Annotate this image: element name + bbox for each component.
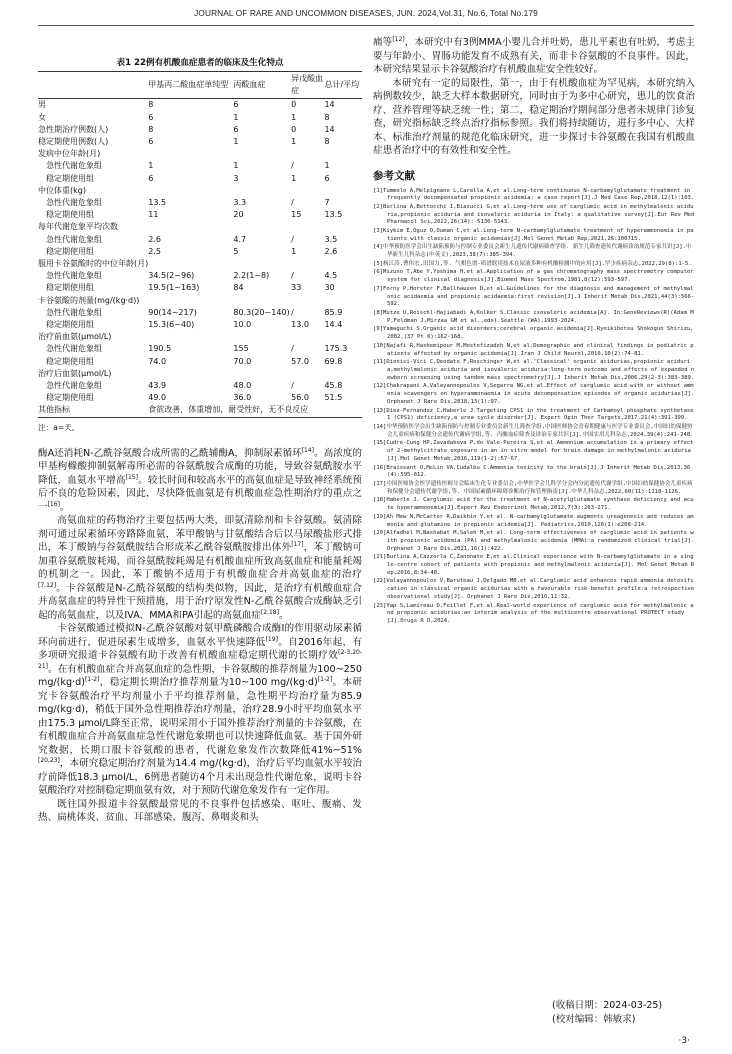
table-cell: 5 xyxy=(233,246,239,256)
table-cell: 8 xyxy=(324,137,330,147)
reference-item: [22]Valayannopoulos V,Baruteau J,Delgado MB,et al.Carglumic acid enhances rapid ammonia detoxification in classical organic acidurias with a favourable risk-benefit profile:a retrospective observational study[J]. Orphanet J Rare Dis,2016,11:32. xyxy=(373,578,695,601)
table-cell: 13.5 xyxy=(148,198,167,208)
reference-item: [8]Mutze U,Reischl-Hajiabadi A,Kolker S.Classic isovaleric acidemia[A]. In:GeneReviews(R)(Adam MP,Feldman J,Mirzaa GM et al.,eds).Seattle (WA),1993-2024. xyxy=(373,310,694,324)
table-cell: 33 xyxy=(291,283,302,293)
clinical-table xyxy=(38,71,362,418)
table-row xyxy=(38,282,362,294)
received-date: (收稿日期：2024-03-25) xyxy=(552,1000,663,1011)
table-row xyxy=(38,246,362,258)
reference-item: [12]Chakrapani A,Valayannopoulos V,Segarra NG,et al.Effect of carglumic acid with or without ammonia scavengers on hyperammonaemia in acute decompensation episodes of organic acidurias[J].Orphanet J Rare Dis,2018,13(1):97. xyxy=(373,383,695,405)
table-cell: 女 xyxy=(38,112,46,122)
citation: [1-2] xyxy=(84,676,100,683)
table-cell xyxy=(233,148,291,160)
table-cell: / xyxy=(291,381,294,391)
citation: [20,23] xyxy=(38,757,60,764)
reference-item: [3]Kiykim E,Oguz O,Duman C,et al.Long-term N-carbamylglutamate treatment of hyperammonemia in patients with classic organic acidemias[J].Mol Genet Metab Rep,2021,26:100715. xyxy=(373,228,694,242)
reference-item: [1]Tummolo A,Melpignano L,Carella A,et al.Long-term continuous N-carbamylglutamate treatment in frequently decompensated propionic acidemia: a case report[J].J Med Case Rep,2018,12(1):103. xyxy=(373,187,695,202)
table-cell: 15 xyxy=(291,210,302,220)
table-cell: 7 xyxy=(324,198,330,208)
table-cell xyxy=(233,368,291,380)
reference-item: [2]Burlina A,Bettocchi I,Biasucci G,et al.Long-term use of carglumic acid in methylmalonic aciduria,propionic aciduria and isovaleric aciduria in Italy: a qualitative survey[J].Eur Rev Med Pharmacol Sci,2022,26(14): 5136-5143. xyxy=(373,203,695,226)
table-title: 表1 22例有机酸血症患者的临床及生化特点 xyxy=(116,58,284,68)
reference-item: [15]Cudre-Cung HP,Zavadakova P,do Vale-Pereira S,et al.Ammonium accumulation is a primary effect of 2-methylcitrate exposure in an in vitro model for brain damage in methylmalonic aciduria[J].Mol Genet Metab,2016,119(1-2):57-67. xyxy=(373,440,694,462)
table-cell: 3 xyxy=(233,173,239,183)
table-cell: 男 xyxy=(38,100,46,110)
table-cell: 8 xyxy=(148,124,154,134)
table-cell: 85.9 xyxy=(324,307,343,317)
table-header-row xyxy=(38,72,362,99)
table-row xyxy=(38,380,362,392)
citation: [7,12] xyxy=(38,581,57,589)
table-row xyxy=(38,368,362,380)
table-cell: 2.2(1~8) xyxy=(233,271,270,281)
table-cell: 57.0 xyxy=(291,356,309,366)
table-cell: 48.0 xyxy=(233,381,252,391)
table-cell: 56.0 xyxy=(291,393,309,403)
table-body xyxy=(38,99,362,417)
table-cell: 49.0 xyxy=(148,393,167,403)
reference-item: [21]Burlina A,Cazzorla C,Zanonato E,et al.Clinical experience with N-carbamylglutamate in a single-centre cohort of patients with propionic and methylmalonic aciduria[J]. Mol Genet Metab Rep,2016,8:34-40. xyxy=(373,554,695,576)
references-title: 参考文献 xyxy=(373,169,415,182)
table-cell: 1 xyxy=(233,112,239,122)
table-row xyxy=(38,392,362,404)
table-row xyxy=(38,124,362,136)
table-cell xyxy=(233,295,291,307)
left-column xyxy=(38,56,362,825)
table-cell: / xyxy=(291,161,294,171)
table-cell: 190.5 xyxy=(148,344,172,354)
table-cell: 6 xyxy=(148,112,154,122)
table-cell: 治疗前血氨(μmol/L) xyxy=(38,332,112,342)
table-cell: 3.5 xyxy=(324,234,338,244)
table-cell: 6 xyxy=(233,100,239,110)
table-cell: 1 xyxy=(233,137,239,147)
citation: [15] xyxy=(125,473,138,481)
table-cell: 1 xyxy=(291,137,297,147)
table-cell: 15.3(6~40) xyxy=(148,320,195,330)
paragraph: 既往国外报道卡谷氨酸最常见的不良事件包括感染、呕吐、腹痛、发热、扁桃体炎、贫血、耳部感染、腹泻、鼻咽炎和头 xyxy=(38,798,362,824)
table-cell xyxy=(324,258,362,270)
table-cell xyxy=(148,148,233,160)
table-cell: 70.0 xyxy=(233,356,252,366)
table-cell: / xyxy=(291,271,294,281)
table-row xyxy=(38,319,362,331)
table-cell: 14 xyxy=(324,124,335,134)
table-cell: 稳定期使用组 xyxy=(46,320,94,330)
table-header-cell: 甲基丙二酸血症单纯型 xyxy=(148,72,233,99)
table-cell: 急性代谢危象组 xyxy=(46,271,102,281)
table-cell: 6 xyxy=(148,173,154,183)
table-cell: 34.5(2~96) xyxy=(148,271,195,281)
table-cell: 10.0 xyxy=(233,320,252,330)
table-row xyxy=(38,404,362,417)
table-cell: 30 xyxy=(324,283,335,293)
table-cell xyxy=(324,185,362,197)
table-cell xyxy=(291,148,324,160)
table-cell: 74.0 xyxy=(148,356,167,366)
table-cell: 69.8 xyxy=(324,356,343,366)
table-cell: 稳定期使用组 xyxy=(46,210,94,220)
table-header-cell: 总计/平均 xyxy=(324,72,362,99)
table-cell: 其他指标 xyxy=(38,404,148,417)
table-cell: 卡谷氨酸的剂量(mg/(kg·d)) xyxy=(38,295,140,305)
table-cell xyxy=(233,221,291,233)
table-cell xyxy=(291,295,324,307)
table-cell: 155 xyxy=(233,344,249,354)
table-cell: 80.3(20~140) xyxy=(233,307,290,317)
table-cell: 急性代谢危象组 xyxy=(46,381,102,391)
table-row xyxy=(38,295,362,307)
reference-item: [19]Ah Mew N,McCarter R,Daikhin Y,et al. N-carbamylglutamate augments ureagenesis and reduces ammonia and glutamine in propionic acidemia[J]. Pediatrics,2010,126(1):e208-214. xyxy=(373,513,694,528)
table-cell xyxy=(324,368,362,380)
table-header-cell: 异戊酸血症 xyxy=(291,72,324,99)
table-row xyxy=(38,136,362,148)
proofreader: (校对编辑：韩敏求) xyxy=(552,1014,636,1025)
table-cell xyxy=(324,331,362,343)
reference-item: [14]中华预防医学会出生缺陷预防与控制专业委员会新生儿筛查学组,中国医师协会青春期健康与医学专业委员会,中国妇幼保健协会儿童疾病和保健分会遗传代谢病学组,等. 丙酸血症筛查及诊治专家共识[J].中国实用儿科杂志,2024,39(4):241-248. xyxy=(373,423,694,438)
table-cell: / xyxy=(291,234,294,244)
table-cell: 2.6 xyxy=(148,234,161,244)
table-row xyxy=(38,221,362,233)
table-cell: 服用卡谷氨酸时的中位年龄(月) xyxy=(38,259,149,269)
table-cell xyxy=(291,221,324,233)
table-cell xyxy=(148,221,233,233)
table-cell: 19.5(1~163) xyxy=(148,283,200,293)
citation: [19] xyxy=(265,635,278,643)
table-row xyxy=(38,112,362,124)
table-cell: 稳定期使用例数(人) xyxy=(38,137,109,147)
table-cell: 急性代谢危象组 xyxy=(46,234,102,244)
table-row xyxy=(38,234,362,246)
citation: [2,18] xyxy=(260,608,279,616)
citation: [2-3,20-21] xyxy=(38,649,362,670)
table-cell xyxy=(148,331,233,343)
table-cell xyxy=(148,368,233,380)
table-cell xyxy=(233,258,291,270)
table-cell: 食欲改善，体重增加，耐受性好，无不良反应 xyxy=(148,404,362,417)
reference-item: [23]Yap S,Lamireau D,Feillet F,et al.Real-world experience of carglumic acid for methylmalonic and propionic acidurias:an interim analysis of the multicentre observational PROTECT study[J].Drugs R D,2024. xyxy=(373,602,694,625)
table-cell: 51.5 xyxy=(324,393,343,403)
reference-item: [7]Forny P,Horster F,Ballhausen D,et al.Guidelines for the diagnosis and management of methylmalonic acidaemia and propionic acidaemia:first revision[J].J Inherit Metab Dis,2021,44(3):566-592. xyxy=(373,285,695,308)
table-row xyxy=(38,173,362,185)
table-cell: 急性代谢危象组 xyxy=(46,198,102,208)
table-cell: / xyxy=(291,344,294,354)
table-row xyxy=(38,99,362,112)
table-cell: 14 xyxy=(324,100,335,110)
table-cell: 0 xyxy=(291,100,297,110)
table-row xyxy=(38,197,362,209)
table-cell: 175.3 xyxy=(324,344,348,354)
table-cell: 2.5 xyxy=(148,246,161,256)
table-cell: 急性代谢危象组 xyxy=(46,344,102,354)
table-row xyxy=(38,209,362,221)
table-row xyxy=(38,185,362,197)
reference-item: [16]Braissant O,McLin VA,Cudalbu C.Ammonia toxicity to the brain[J].J Inherit Metab Dis,2013,36(4):595-612. xyxy=(373,464,691,479)
table-cell: 11 xyxy=(148,210,159,220)
table-cell: 稳定期使用组 xyxy=(46,283,94,293)
reference-item: [18]Haberle J. Carglumic acid for the treatment of N-acetylglutamate synthase deficiency and acute hyperammonemia[J].Expert Rev Endocrinol Metab,2012,7(3):263-271. xyxy=(373,497,694,512)
right-column xyxy=(373,36,695,627)
table-cell xyxy=(148,185,233,197)
table-cell: 6 xyxy=(324,173,330,183)
reference-item: [11]Dionisi-Vici C,Deodato F,Roschinger W,et al.'Classical' organic acidurias,propionic aciduria,methylmalonic aciduria and isovaleric aciduria:long-term outcome and effects of expanded newborn screening using tandem mass spectrometry[J].J Inherit Metab Dis,2006,29(2-3):383-389. xyxy=(373,359,695,381)
table-cell: 84 xyxy=(233,283,244,293)
table-cell xyxy=(148,258,233,270)
table-cell: 稳定期使用组 xyxy=(46,246,94,256)
table-cell: 4.5 xyxy=(324,271,338,281)
reference-item: [5]杨江涛,曹伟宏,田国力,等. 气相色谱-质谱联用技术在尿液多种有机酸检测中的应用[J].罕少疾病杂志,2022,29(8):1-5. xyxy=(373,260,692,267)
citation: [12] xyxy=(392,35,405,43)
reference-item: [6]Mizuno T,Abe Y,Yoshima H,et al.Application of a gas chromatography mass spectrometry computer system for clinical diagnosis[J].Biomed Mass Spectrom,1981,8(12):593-597. xyxy=(373,269,694,284)
reference-item: [10]Najafi R,Hashemipour M,Mostofizadeh N,et al.Demographic and clinical findings in pediatric patients affected by organic acidemia[J].Iran J Child Neurol,2016,10(2):74-81. xyxy=(373,342,694,357)
table-row xyxy=(38,331,362,343)
table-row xyxy=(38,160,362,172)
table-cell: 急性代谢危象组 xyxy=(46,307,102,317)
table-cell: 3.3 xyxy=(233,198,247,208)
paragraph: 酶A还消耗N-乙酰谷氨酸合成所需的乙酰辅酶A，抑制尿素循环[14]。高浓度的甲基枸橼酸抑制氨解毒所必需的谷氨酰胺合成酶的功能，导致谷氨酰胺水平降低，血氨水平增高[15]。较长时间和较高水平的高氨血症是导致神经系统预后不良的危险因素，因此，尽快降低血氨是有机酸血症急性期治疗的重点之一[16]。 xyxy=(38,446,363,513)
journal-header: JOURNAL OF RARE AND UNCOMMON DISEASES, JUN. 2024,Vol.31, No.6, Total No.179 xyxy=(194,8,538,18)
table-cell: 稳定期使用组 xyxy=(46,356,94,366)
table-cell: 1 xyxy=(233,161,239,171)
table-row xyxy=(38,356,362,368)
table-cell: 36.0 xyxy=(233,393,252,403)
table-cell: 20 xyxy=(233,210,244,220)
reference-item: [13]Diez-Fernandez C,Haberle J.Targeting CPS1 in the treatment of Carbamoyl phosphate synthetase 1 (CPS1) deficiency,a urea cycle disorder[J]. Expert Opin Ther Targets,2017,21(4):391-399. xyxy=(373,407,694,422)
table-cell: 中位体重(kg) xyxy=(38,185,86,195)
header-rule xyxy=(38,25,694,26)
table-cell: 急性代谢危象组 xyxy=(46,161,102,171)
table-cell: 2.6 xyxy=(324,246,338,256)
table-cell: 发病中位年龄(月) xyxy=(38,149,101,159)
table-cell: 稳定期使用组 xyxy=(46,393,94,403)
table-header-cell: 丙酸血症 xyxy=(233,72,291,99)
footer-info xyxy=(552,999,662,1027)
table-cell: 1 xyxy=(148,161,154,171)
paragraph: 高氨血症的药物治疗主要包括两大类，即氨清除剂和卡谷氨酸。氨清除剂可通过尿素循环旁路降血氨，苯甲酸钠与甘氨酸结合后以马尿酸盐形式排出，苯丁酸钠与谷氨酰胺结合形成苯乙酰谷氨酰胺排出体外[17]，苯丁酸钠可加重谷氨酰胺耗竭，而谷氨酰胺耗竭是有机酸血症所致高氨血症和能量耗竭的机制之一。因此，苯丁酸钠不适用于有机酸血症合并高氨血症的治疗[7,12]。卡谷氨酸是N-乙酰谷氨酸的结构类似物，因此，是治疗有机酸血症合并高氨血症的特异性干预措施，用于治疗原发性N-乙酰谷氨酸合成酶缺乏引起的高氨血症，以及IVA、MMA和PA引起的高氨血症[2,18]。 xyxy=(38,515,363,621)
table-cell xyxy=(324,221,362,233)
table-header-cell xyxy=(38,72,148,99)
table-cell: 1 xyxy=(324,161,330,171)
reference-item: [4]中华预防医学会出生缺陷预防与控制专业委员会新生儿遗传代谢病筛查学组. 新生儿筛查遗传代谢病诊治规范专家共识[J].中华新生儿科杂志(中英文),2023,38(7):385-394. xyxy=(373,244,692,259)
table-cell: 0 xyxy=(291,124,297,134)
table-cell: 治疗后血氨(μmol/L) xyxy=(38,368,112,378)
left-body-text xyxy=(38,447,362,825)
table-cell: / xyxy=(291,198,294,208)
table-cell: 8 xyxy=(324,112,330,122)
table-row xyxy=(38,343,362,355)
table-note: 注：a=天。 xyxy=(38,422,80,432)
page-number: ·3· xyxy=(678,1036,690,1046)
right-body-text xyxy=(373,36,695,158)
table-cell xyxy=(233,185,291,197)
references-list xyxy=(373,188,695,627)
table-cell: 14.4 xyxy=(324,320,343,330)
table-cell: 1 xyxy=(291,173,297,183)
citation: [16] xyxy=(47,500,60,508)
table-cell xyxy=(291,258,324,270)
table-cell: 13.0 xyxy=(291,320,309,330)
table-cell: 6 xyxy=(233,124,239,134)
table-cell: 13.5 xyxy=(324,210,343,220)
citation: [14] xyxy=(301,446,315,454)
table-cell: 90(14~217) xyxy=(148,307,197,317)
table-row xyxy=(38,148,362,160)
table-cell: 43.9 xyxy=(148,381,167,391)
table-cell xyxy=(291,185,324,197)
citation: [17] xyxy=(291,541,304,548)
table-cell: 1 xyxy=(291,246,297,256)
table-cell: 稳定期使用组 xyxy=(46,173,94,183)
citation: [1-2] xyxy=(317,676,333,683)
table-cell xyxy=(291,368,324,380)
table-cell xyxy=(233,331,291,343)
table-row xyxy=(38,307,362,319)
table-cell: 每年代谢危象平均次数 xyxy=(38,222,118,232)
table-cell: 45.8 xyxy=(324,381,343,391)
table-cell xyxy=(291,331,324,343)
table-cell: 急性期治疗例数(人) xyxy=(38,124,109,134)
table-cell: 8 xyxy=(148,100,154,110)
table-cell: 6 xyxy=(148,137,154,147)
table-row xyxy=(38,258,362,270)
reference-item: [17]中国医师协会医学遗传医师分会临床生化专业委员会,中华医学会儿科学分会内分泌遗传代谢学组,中国妇幼保健协会儿童疾病和保健分会遗传代谢学组,等. 中国尿素循环障碍诊断治疗和管理指南[J].中华儿科杂志,2022,60(11):1118-1126. xyxy=(373,480,693,495)
table-cell: 4.7 xyxy=(233,234,247,244)
paragraph: 卡谷氨酸通过模拟N-乙酰谷氨酸对氨甲酰磷酸合成酶I的作用驱动尿素循环向前进行，促进尿素生成增多，血氨水平快速降低[19]。自2016年起，有多项研究报道卡谷氨酸有助于改善有机酸血症稳定期代谢的长期疗效[2-3,20-21]。在有机酸血症合并高氨血症的急性期，卡谷氨酸的推荐剂量为100~250 mg/(kg·d)[1-2]，稳定期长期治疗推荐剂量为10~100 mg/(kg·d)[1-2]。本研究卡谷氨酸治疗平均剂量小于平均推荐剂量，急性期平均治疗量为85.9 mg/(kg·d)，稍低于国外急性期推荐治疗剂量，治疗28.9小时平均血氨水平由175.3 μmol/L降至正常，说明采用小于国外推荐治疗剂量的卡谷氨酸，在有机酸血症合并高氨血症急性代谢危象期也可以快速降低血氨。基于国外研究数据，长期口服卡谷氨酸的患者，代谢危象发作次数降低41%~51%[20,23]，本研究稳定期治疗剂量为14.4 mg/(kg·d)，治疗后平均血氨水平较治疗前降低18.3 μmol/L，6例患者随访4个月未出现急性代谢危象，说明卡谷氨酸治疗对控制稳定期血氨有效，对于预防代谢危象发作有一定作用。 xyxy=(38,623,363,797)
table-cell xyxy=(324,295,362,307)
table-cell: 1 xyxy=(291,112,297,122)
reference-item: [9]Yamaguchi S.Organic acid disorders:cerebral organic acidemia[J].Ryoikibetsu Shokogun Shirizu,2002,(37 Pt 6):162-168. xyxy=(373,326,694,341)
table-cell: / xyxy=(291,307,294,317)
table-cell xyxy=(324,148,362,160)
paragraph: 痛等[12]，本研究中有3例MMA小婴儿合并吐奶，患儿平素也有吐奶，考虑主要与年龄小、胃肠功能发育不成熟有关，而非卡谷氨酸的不良事件。因此，本研究结果显示卡谷氨酸治疗有机酸血症安全性较好。 xyxy=(373,35,695,75)
reference-item: [20]Alfadhel M,Nashabat M,Saleh M,et al. Long-term effectiveness of carglumic acid in patients with propionic acidemia (PA) and methylmalonic acidemia (MMA):a randomized clinical trial[J].Orphanet J Rare Dis,2021,16(1):422. xyxy=(373,530,695,552)
table-cell xyxy=(148,295,233,307)
paragraph: 本研究有一定的局限性，第一，由于有机酸血症为罕见病，本研究纳入病例数较少，缺乏大样本数据研究，同时由于为多中心研究，患儿的饮食治疗、营养管理等缺乏统一性；第二，稳定期治疗期间部分患者未规律门诊复查，研究指标缺乏终点治疗指标参照。我们将持续随访，进行多中心、大样本、标准治疗剂量的规范化临床研究，进一步探讨卡谷氨酸在我国有机酸血症患者治疗中的有效性和安全性。 xyxy=(373,77,695,156)
table-row xyxy=(38,270,362,282)
